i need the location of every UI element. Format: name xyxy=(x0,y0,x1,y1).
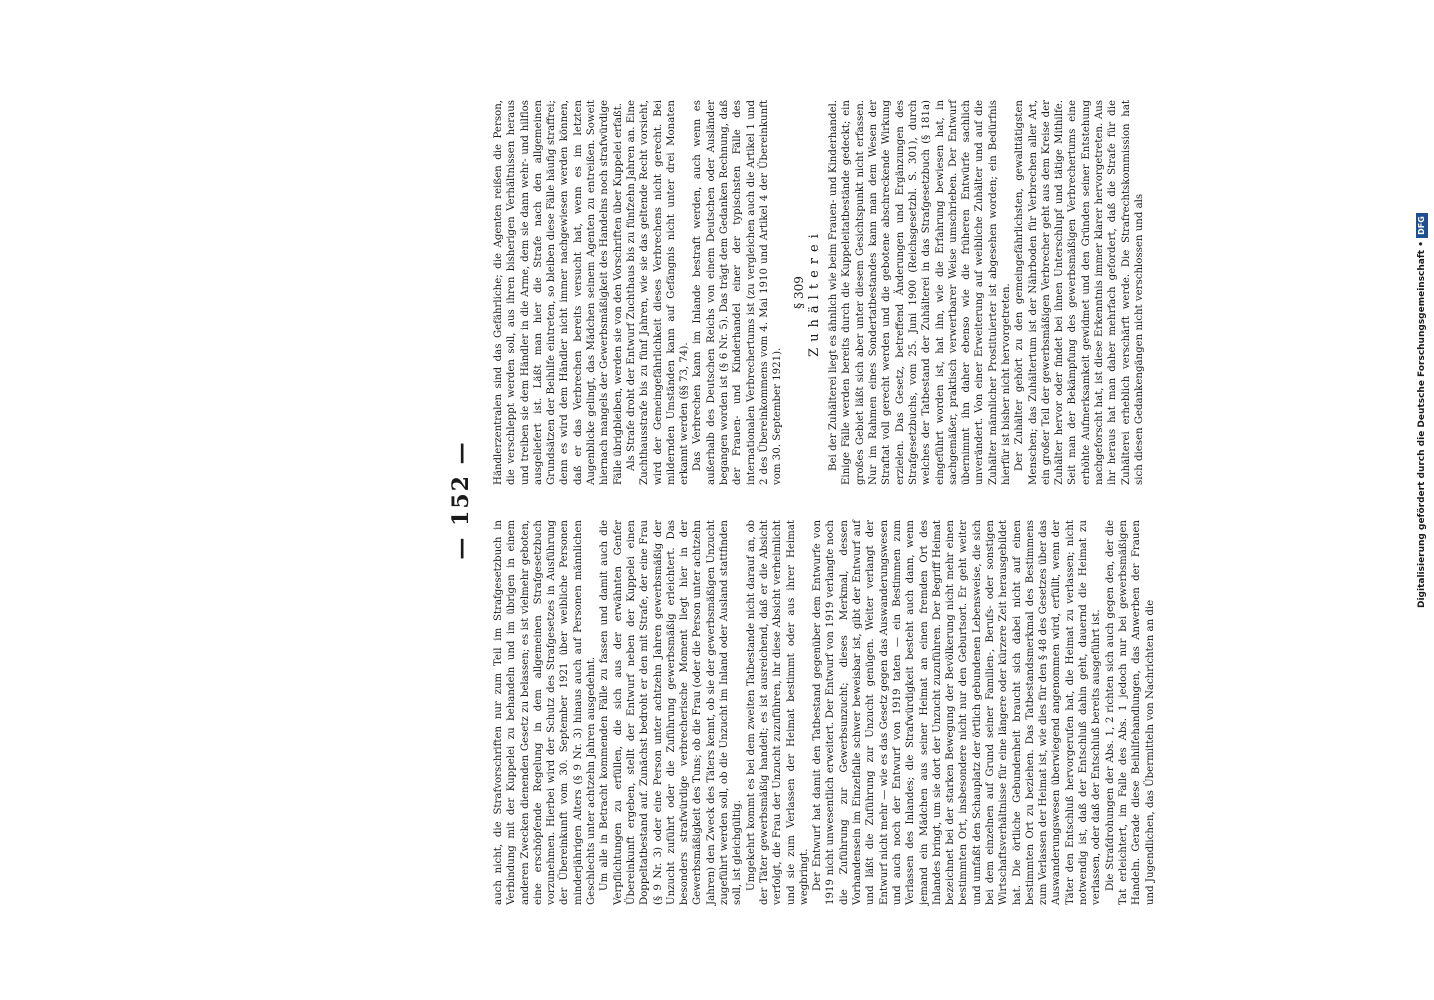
paragraph: Der Entwurf hat damit den Tatbestand gegenüber dem Entwurfe von 1919 nicht unwesentlich erweitert. Der Entwurf von 1919 verlangte noch die Zuführung zur Gewerbsunzucht; dieses Merkmal, dessen Vorhandensein im Einzelfalle schwer beweisbar ist, gibt der Entwurf auf und läßt die Zuführung zur Unzucht genügen. Weiter verlangt der Entwurf nicht mehr — wie es das Gesetz gegen das Auswanderungswesen und auch noch der Entwurf von 1919 taten — ein Bestimmen zum Verlassen des Inlandes; die Strafwürdigkeit besteht auch dann, wenn jemand ein Mädchen aus seiner Heimat an einen fremden Ort des Inlandes bringt, um sie dort der Unzucht zuzuführen. Der Begriff Heimat bezeichnet bei der starken Bewegung der Bevölkerung nicht mehr einen bestimmten Ort, insbesondere nicht nur den Geburtsort. Er geht weiter und umfaßt den Schauplatz der örtlich gebundenen Lebensweise, die sich bei dem einzelnen auf Grund seiner Familien-, Berufs- oder sonstigen Wirtschaftsverhältnisse für eine längere oder kürzere Zeit herausgebildet hat. Die örtliche Gebundenheit braucht sich dabei nicht auf einen bestimmten Ort zu beziehen. Das Tatbestandsmerkmal des Bestimmens zum Verlassen der Heimat ist, wie dies für den § 48 des Gesetzes über das Auswanderungswesen überwiegend angenommen wird, erfüllt, wenn der Täter den Entschluß hervorgerufen hat, die Heimat zu verlassen; nicht notwendig ist, daß der Entschluß dahin geht, dauernd die Heimat zu verlassen, oder daß der Entschluß bereits ausgeführt ist. xyxy=(812,520,1103,905)
paragraph: Der Zuhälter gehört zu den gemeingefährlichsten, gewalttätigsten Menschen; das Zuhältertum ist der Nährboden für Verbrechen aller Art, ein großer Teil der gewerbsmäßigen Verbrecher geht aus dem Kreise der Zuhälter hervor oder findet bei ihnen Unterschlupf und tätige Mithilfe. Seit man der Bekämpfung des gewerbsmäßigen Verbrechertums eine erhöhte Aufmerksamkeit gewidmet und den Gründen seiner Entstehung nachgeforscht hat, ist diese Erkenntnis immer klarer hervorgetreten. Aus ihr heraus hat man daher mehrfach gefordert, daß die Strafe für die Zuhälterei erheblich verschärft werde. Die Strafrechtskommission hat sich diesen Gedankengängen nicht verschlossen und als xyxy=(1014,100,1145,485)
right-text-column xyxy=(492,100,1145,485)
paragraph: Das Verbrechen kann im Inlande bestraft werden, auch wenn es außerhalb des Deutschen Reichs von einem Deutschen oder Ausländer begangen worden ist (§ 6 Nr. 5). Das trägt dem Gedanken Rechnung, daß der Frauen- und Kinderhandel einer der typischsten Fälle des internationalen Verbrechertums ist (zu vergleichen auch die Artikel 1 und 2 des Übereinkommens vom 4. Mai 1910 und Artikel 4 der Übereinkunft vom 30. September 1921). xyxy=(692,100,784,485)
section-number: § 309 xyxy=(791,276,806,309)
paragraph: Händlerzentralen sind das Gefährliche; die Agenten reißen die Person, die verschleppt werden soll, aus ihren bisherigen Verhältnissen heraus und treiben sie dem Händler in die Arme, dem sie dann wehr- und hilflos ausgeliefert ist. Läßt man hier die Strafe nach den allgemeinen Grundsätzen der Beihilfe eintreten, so bleiben diese Fälle häufig straffrei; denn es wird dem Händler nicht immer nachgewiesen werden können, daß er das Verbrechen bereits versucht hat, wenn es im letzten Augenblicke gelingt, das Mädchen seinem Agenten zu entreißen. Soweit hiernach mangels der Gewerbsmäßigkeit des Handelns noch strafwürdige Fälle übrigbleiben, werden sie von den Vorschriften über Kuppelei erfaßt. xyxy=(493,100,624,485)
digitization-credit xyxy=(1412,8,1432,608)
paragraph: auch nicht, die Strafvorschriften nur zum Teil im Strafgesetzbuch in Verbindung mit der Kuppelei zu behandeln und im übrigen in einem anderen Zwecken dienenden Gesetz zu belassen; es ist vielmehr geboten, eine erschöpfende Regelung in dem allgemeinen Strafgesetzbuch vorzunehmen. Hierbei wird der Schutz des Strafgesetzes in Ausführung der Übereinkunft vom 30. September 1921 über weibliche Personen minderjährigen Alters (§ 9 Nr. 3) hinaus auch auf Personen männlichen Geschlechts unter achtzehn Jahren ausgedehnt. xyxy=(493,520,598,905)
credit-line xyxy=(1412,8,1432,608)
section-title: Zuhälterei xyxy=(806,228,822,357)
paragraph: Die Strafdrohungen der Abs. 1, 2 richten sich auch gegen den, der die Tat erleichtert, im Falle des Abs. 1 jedoch nur bei gewerbsmäßigen Handeln. Gerade diese Beihilfehandlungen, das Anwerben der Frauen und Jugendlichen, das Übermitteln von Nachrichten an die xyxy=(1104,520,1156,905)
page-header: — 152 — xyxy=(448,440,474,560)
paragraph: Umgekehrt kommt es bei dem zweiten Tatbestande nicht darauf an, ob der Täter gewerbsmäßig handelt; es ist ausreichend, daß er die Absicht verfolgt, die Frau der Unzucht zuzuführen, ihr diese Absicht verheimlicht und sie zum Verlassen der Heimat bestimmt oder aus ihrer Heimat wegbringt. xyxy=(745,520,810,905)
dfg-logo: DFG xyxy=(1416,213,1428,238)
rotated-document-page xyxy=(448,95,1156,905)
paragraph: Bei der Zuhälterei liegt es ähnlich wie beim Frauen- und Kinderhandel. Einige Fälle werden bereits durch die Kuppeleitatbestände gedeckt; ein großes Gebiet läßt sich aber unter diesem Gesichtspunkt nicht erfassen. Nur im Rahmen eines Sondertatbestandes kann man dem Wesen der Straftat voll gerecht werden und die gebotene abschreckende Wirkung erzielen. Das Gesetz, betreffend Änderungen und Ergänzungen des Strafgesetzbuchs, vom 25. Juni 1900 (Reichsgesetzbl. S. 301), durch welches der Tatbestand der Zuhälterei in das Strafgesetzbuch (§ 181a) eingeführt worden ist, hat ihn, wie die Erfahrung bewiesen hat, in sachgemäßer, praktisch verwertbarer Weise umschrieben. Der Entwurf übernimmt ihn daher ebenso wie die früheren Entwürfe sachlich unverändert. Von einer Erweiterung auf weibliche Zuhälter und auf die Zuhälter männlicher Prostituierter ist abgesehen worden; ein Bedürfnis hierfür ist bisher nicht hervorgetreten. xyxy=(828,100,1012,485)
credit-text: Digitalisierung gefördert durch die Deutsche Forschungsgemeinschaft • xyxy=(1417,241,1427,608)
left-text-column xyxy=(492,520,1156,905)
paragraph: Als Strafe droht der Entwurf Zuchthaus bis zu fünfzehn Jahren an. Eine Zuchthausstrafe bis zu fünf Jahren, wie sie das geltende Recht vorsieht, wird der Gemeingefährlichkeit dieses Verbrechens nicht gerecht. Bei mildernden Umständen kann auf Gefängnis nicht unter drei Monaten erkannt werden (§§ 73, 74). xyxy=(625,100,691,485)
paragraph: Um alle in Betracht kommenden Fälle zu fassen und damit auch die Verpflichtungen zu erfüllen, die sich aus der erwähnten Genfer Übereinkunft ergeben, stellt der Entwurf neben der Kuppelei einen Doppeltatbestand auf. Zunächst bedroht er den mit Strafe, der eine Frau (§ 9 Nr. 3) oder eine Person unter achtzehn Jahren gewerbsmäßig der Unzucht zuführt oder die Zuführung gewerbsmäßig erleichtert. Das besonders strafwürdige verbrecherische Moment liegt hier in der Gewerbsmäßigkeit des Tuns; ob die Frau (oder die Person unter achtzehn Jahren) den Zweck des Täters kennt, ob sie der gewerbsmäßigen Unzucht zugeführt werden soll, ob die Unzucht im Inland oder Ausland stattfinden soll, ist gleichgültig. xyxy=(599,520,744,905)
